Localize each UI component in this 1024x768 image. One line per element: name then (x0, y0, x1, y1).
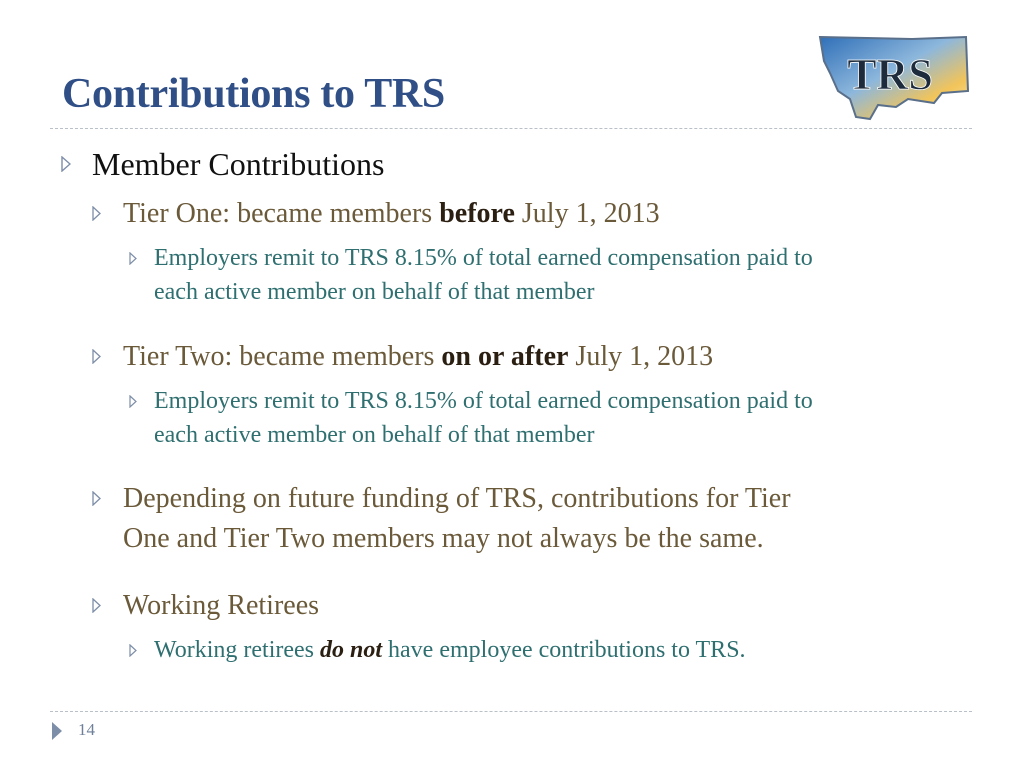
triangle-right-icon (129, 644, 137, 657)
tier-two-bullet: Tier Two: became members on or after July 1, 2013 (123, 341, 714, 372)
tier-one-bullet: Tier One: became members before July 1, 2013 (123, 198, 660, 229)
slide-title: Contributions to TRS (62, 71, 445, 117)
footer-triangle-icon (51, 721, 63, 741)
footer-divider (50, 711, 972, 712)
working-retirees-emphasis: do not (320, 637, 383, 663)
title-divider (50, 128, 972, 129)
member-contributions-heading: Member Contributions (92, 146, 385, 182)
triangle-right-icon (92, 349, 101, 364)
triangle-right-icon (129, 252, 137, 265)
tier-one-emphasis: before (439, 198, 515, 229)
working-retirees-bullet: Working Retirees (123, 590, 320, 621)
logo-text: TRS (847, 50, 933, 99)
triangle-right-icon (129, 395, 137, 408)
tier-two-detail: Employers remit to TRS 8.15% of total earned compensation paid to each active member on behalf of that member (154, 388, 813, 448)
page-number: 14 (78, 720, 95, 739)
tier-one-detail: Employers remit to TRS 8.15% of total earned compensation paid to each active member on behalf of that member (154, 245, 813, 305)
trs-montana-logo (816, 33, 972, 123)
working-retirees-detail: Working retirees do not have employee contributions to TRS. (154, 637, 746, 663)
funding-note-bullet: Depending on future funding of TRS, contributions for Tier One and Tier Two members may not always be the same. (123, 483, 791, 554)
triangle-right-icon (61, 156, 71, 172)
triangle-right-icon (92, 598, 101, 613)
tier-two-emphasis: on or after (441, 341, 569, 372)
triangle-right-icon (92, 206, 101, 221)
triangle-right-icon (92, 491, 101, 506)
